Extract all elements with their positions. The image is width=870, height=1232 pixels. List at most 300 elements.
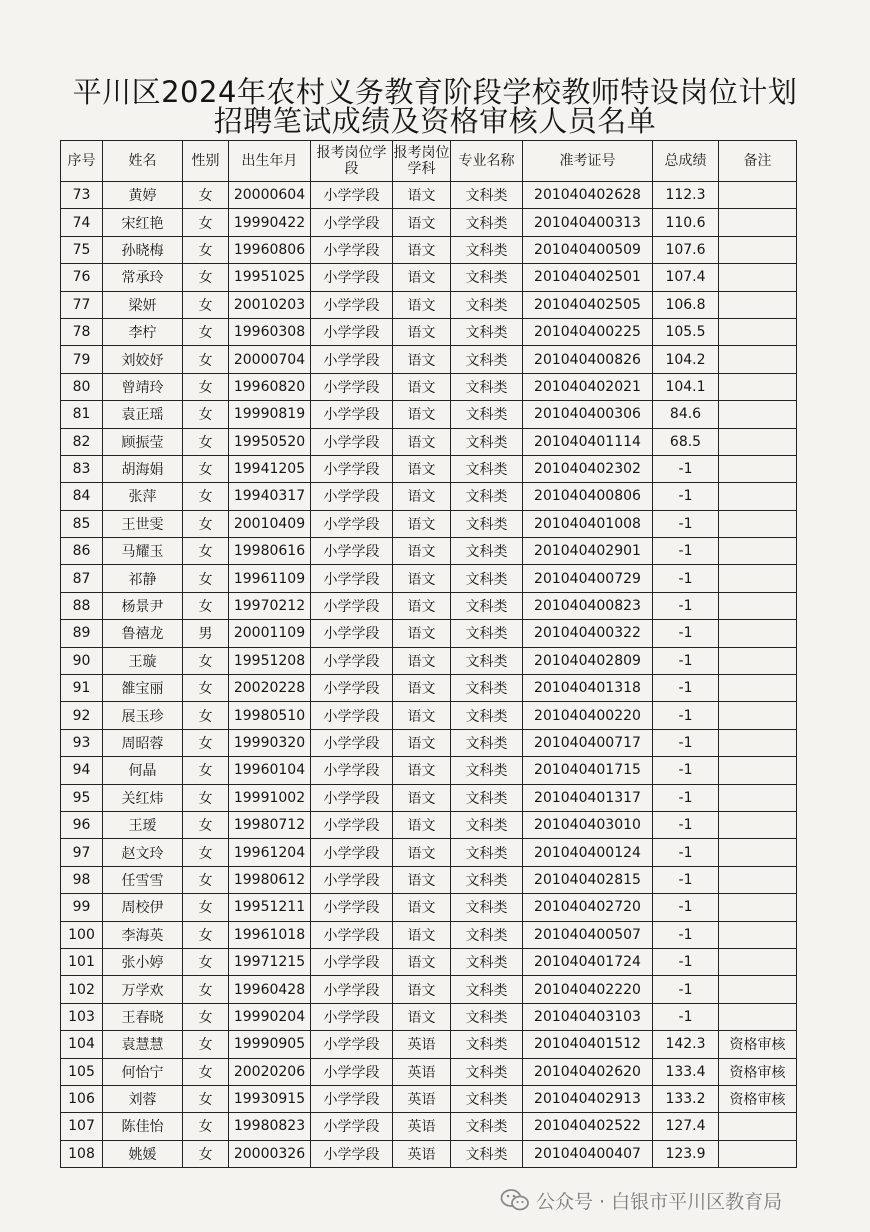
cell-exam-id: 201040402522 (523, 1113, 653, 1140)
cell-total-score: -1 (653, 510, 719, 537)
cell-birth-date: 19960428 (229, 976, 311, 1003)
cell-stage: 小学学段 (311, 291, 393, 318)
cell-remarks (719, 373, 797, 400)
cell-total-score: -1 (653, 784, 719, 811)
cell-remarks (719, 291, 797, 318)
cell-subject: 英语 (393, 1085, 451, 1112)
table-row (61, 811, 797, 838)
cell-exam-id: 201040401008 (523, 510, 653, 537)
cell-stage: 小学学段 (311, 1113, 393, 1140)
cell-gender: 女 (183, 647, 229, 674)
cell-exam-id: 201040400124 (523, 839, 653, 866)
cell-major: 文科类 (451, 318, 523, 345)
cell-gender: 女 (183, 565, 229, 592)
cell-name: 李柠 (103, 318, 183, 345)
cell-birth-date: 20000326 (229, 1140, 311, 1167)
cell-gender: 女 (183, 291, 229, 318)
document-title-line1: 平川区2024年农村义务教育阶段学校教师特设岗位计划 (72, 75, 798, 109)
cell-total-score: -1 (653, 839, 719, 866)
cell-remarks (719, 346, 797, 373)
table-row (61, 483, 797, 510)
cell-stage: 小学学段 (311, 894, 393, 921)
cell-total-score: -1 (653, 811, 719, 838)
cell-number: 96 (61, 811, 103, 838)
cell-name: 雒宝丽 (103, 675, 183, 702)
cell-gender: 女 (183, 894, 229, 921)
cell-subject: 语文 (393, 894, 451, 921)
cell-stage: 小学学段 (311, 236, 393, 263)
cell-remarks (719, 182, 797, 209)
cell-subject: 语文 (393, 565, 451, 592)
cell-major: 文科类 (451, 291, 523, 318)
cell-major: 文科类 (451, 894, 523, 921)
cell-exam-id: 201040402720 (523, 894, 653, 921)
cell-major: 文科类 (451, 729, 523, 756)
cell-stage: 小学学段 (311, 1003, 393, 1030)
cell-major: 文科类 (451, 1031, 523, 1058)
table-row (61, 921, 797, 948)
cell-name: 任雪雪 (103, 866, 183, 893)
cell-exam-id: 201040402620 (523, 1058, 653, 1085)
table-row (61, 264, 797, 291)
cell-subject: 语文 (393, 401, 451, 428)
cell-major: 文科类 (451, 373, 523, 400)
cell-exam-id: 201040401715 (523, 757, 653, 784)
cell-total-score: -1 (653, 592, 719, 619)
cell-subject: 英语 (393, 1031, 451, 1058)
cell-gender: 女 (183, 592, 229, 619)
cell-gender: 女 (183, 428, 229, 455)
cell-number: 74 (61, 209, 103, 236)
cell-stage: 小学学段 (311, 675, 393, 702)
cell-birth-date: 19930915 (229, 1085, 311, 1112)
wechat-icon (500, 1188, 530, 1212)
cell-remarks (719, 428, 797, 455)
cell-number: 104 (61, 1031, 103, 1058)
cell-birth-date: 19940317 (229, 483, 311, 510)
cell-total-score: 104.2 (653, 346, 719, 373)
cell-major: 文科类 (451, 182, 523, 209)
cell-number: 78 (61, 318, 103, 345)
cell-name: 周昭蓉 (103, 729, 183, 756)
cell-total-score: 107.6 (653, 236, 719, 263)
cell-total-score: 127.4 (653, 1113, 719, 1140)
cell-major: 文科类 (451, 647, 523, 674)
cell-birth-date: 20010409 (229, 510, 311, 537)
cell-major: 文科类 (451, 236, 523, 263)
table-row (61, 1058, 797, 1085)
table-row (61, 1140, 797, 1167)
cell-subject: 语文 (393, 675, 451, 702)
table-row (61, 592, 797, 619)
cell-total-score: -1 (653, 976, 719, 1003)
cell-total-score: 84.6 (653, 401, 719, 428)
cell-remarks (719, 839, 797, 866)
cell-number: 106 (61, 1085, 103, 1112)
cell-remarks (719, 811, 797, 838)
cell-exam-id: 201040400322 (523, 620, 653, 647)
cell-exam-id: 201040402628 (523, 182, 653, 209)
cell-subject: 语文 (393, 620, 451, 647)
cell-birth-date: 19990819 (229, 401, 311, 428)
cell-birth-date: 19990905 (229, 1031, 311, 1058)
table-row (61, 455, 797, 482)
cell-major: 文科类 (451, 1140, 523, 1167)
cell-subject: 语文 (393, 182, 451, 209)
cell-number: 89 (61, 620, 103, 647)
cell-gender: 女 (183, 675, 229, 702)
cell-name: 何怡宁 (103, 1058, 183, 1085)
cell-major: 文科类 (451, 565, 523, 592)
cell-major: 文科类 (451, 675, 523, 702)
cell-subject: 英语 (393, 1058, 451, 1085)
cell-stage: 小学学段 (311, 1031, 393, 1058)
cell-name: 袁正瑶 (103, 401, 183, 428)
cell-major: 文科类 (451, 1003, 523, 1030)
cell-remarks (719, 647, 797, 674)
cell-subject: 语文 (393, 318, 451, 345)
cell-number: 77 (61, 291, 103, 318)
cell-subject: 语文 (393, 483, 451, 510)
cell-birth-date: 19971215 (229, 948, 311, 975)
col-header-gender: 性别 (183, 141, 229, 182)
cell-gender: 女 (183, 948, 229, 975)
cell-name: 祁静 (103, 565, 183, 592)
table-row (61, 784, 797, 811)
cell-remarks (719, 1113, 797, 1140)
cell-exam-id: 201040403103 (523, 1003, 653, 1030)
cell-number: 88 (61, 592, 103, 619)
table-row (61, 373, 797, 400)
cell-birth-date: 19960806 (229, 236, 311, 263)
cell-birth-date: 19951208 (229, 647, 311, 674)
cell-exam-id: 201040402815 (523, 866, 653, 893)
cell-gender: 女 (183, 182, 229, 209)
cell-total-score: -1 (653, 866, 719, 893)
cell-number: 108 (61, 1140, 103, 1167)
table-row (61, 866, 797, 893)
cell-total-score: 104.1 (653, 373, 719, 400)
cell-stage: 小学学段 (311, 455, 393, 482)
cell-subject: 语文 (393, 455, 451, 482)
cell-gender: 男 (183, 620, 229, 647)
cell-subject: 语文 (393, 592, 451, 619)
cell-exam-id: 201040402501 (523, 264, 653, 291)
table-row (61, 182, 797, 209)
cell-remarks (719, 318, 797, 345)
cell-name: 王世雯 (103, 510, 183, 537)
table-row (61, 510, 797, 537)
cell-remarks: 资格审核 (719, 1031, 797, 1058)
cell-number: 81 (61, 401, 103, 428)
col-header-birth-date: 出生年月 (229, 141, 311, 182)
cell-remarks (719, 757, 797, 784)
cell-stage: 小学学段 (311, 729, 393, 756)
cell-birth-date: 20000604 (229, 182, 311, 209)
cell-stage: 小学学段 (311, 702, 393, 729)
cell-total-score: -1 (653, 675, 719, 702)
cell-stage: 小学学段 (311, 948, 393, 975)
cell-total-score: 123.9 (653, 1140, 719, 1167)
cell-major: 文科类 (451, 455, 523, 482)
cell-birth-date: 19970212 (229, 592, 311, 619)
cell-number: 80 (61, 373, 103, 400)
cell-exam-id: 201040402302 (523, 455, 653, 482)
cell-total-score: -1 (653, 620, 719, 647)
cell-number: 94 (61, 757, 103, 784)
cell-major: 文科类 (451, 921, 523, 948)
cell-exam-id: 201040401317 (523, 784, 653, 811)
cell-name: 周校伊 (103, 894, 183, 921)
table-body (61, 182, 797, 1168)
cell-major: 文科类 (451, 1058, 523, 1085)
table-row (61, 647, 797, 674)
cell-exam-id: 201040402809 (523, 647, 653, 674)
cell-stage: 小学学段 (311, 264, 393, 291)
cell-stage: 小学学段 (311, 1085, 393, 1112)
cell-birth-date: 19990204 (229, 1003, 311, 1030)
table-row (61, 729, 797, 756)
cell-birth-date: 20000704 (229, 346, 311, 373)
cell-remarks (719, 784, 797, 811)
cell-exam-id: 201040401318 (523, 675, 653, 702)
cell-stage: 小学学段 (311, 1058, 393, 1085)
cell-subject: 语文 (393, 729, 451, 756)
cell-exam-id: 201040400717 (523, 729, 653, 756)
cell-gender: 女 (183, 346, 229, 373)
cell-name: 马耀玉 (103, 538, 183, 565)
cell-number: 93 (61, 729, 103, 756)
cell-total-score: 112.3 (653, 182, 719, 209)
table-row (61, 209, 797, 236)
cell-birth-date: 19960104 (229, 757, 311, 784)
cell-total-score: -1 (653, 894, 719, 921)
cell-total-score: -1 (653, 483, 719, 510)
cell-number: 105 (61, 1058, 103, 1085)
cell-number: 73 (61, 182, 103, 209)
cell-remarks (719, 483, 797, 510)
cell-subject: 语文 (393, 948, 451, 975)
cell-stage: 小学学段 (311, 757, 393, 784)
cell-subject: 语文 (393, 291, 451, 318)
cell-major: 文科类 (451, 1113, 523, 1140)
cell-gender: 女 (183, 209, 229, 236)
cell-name: 杨景尹 (103, 592, 183, 619)
cell-exam-id: 201040400729 (523, 565, 653, 592)
cell-exam-id: 201040402021 (523, 373, 653, 400)
cell-gender: 女 (183, 373, 229, 400)
cell-total-score: -1 (653, 455, 719, 482)
cell-remarks (719, 592, 797, 619)
cell-number: 103 (61, 1003, 103, 1030)
cell-gender: 女 (183, 1085, 229, 1112)
cell-stage: 小学学段 (311, 620, 393, 647)
cell-exam-id: 201040400806 (523, 483, 653, 510)
cell-gender: 女 (183, 729, 229, 756)
cell-major: 文科类 (451, 976, 523, 1003)
table-row (61, 976, 797, 1003)
cell-name: 关红炜 (103, 784, 183, 811)
cell-remarks (719, 675, 797, 702)
table-row (61, 894, 797, 921)
cell-stage: 小学学段 (311, 592, 393, 619)
cell-gender: 女 (183, 1058, 229, 1085)
cell-exam-id: 201040400220 (523, 702, 653, 729)
cell-name: 宋红艳 (103, 209, 183, 236)
table-row (61, 675, 797, 702)
cell-birth-date: 19990422 (229, 209, 311, 236)
cell-remarks (719, 401, 797, 428)
cell-name: 李海英 (103, 921, 183, 948)
cell-birth-date: 19951025 (229, 264, 311, 291)
cell-number: 98 (61, 866, 103, 893)
cell-stage: 小学学段 (311, 401, 393, 428)
cell-total-score: -1 (653, 1003, 719, 1030)
cell-birth-date: 19951211 (229, 894, 311, 921)
cell-subject: 语文 (393, 373, 451, 400)
cell-exam-id: 201040403010 (523, 811, 653, 838)
cell-remarks (719, 948, 797, 975)
cell-birth-date: 20020228 (229, 675, 311, 702)
cell-stage: 小学学段 (311, 538, 393, 565)
table-row (61, 565, 797, 592)
table-row (61, 538, 797, 565)
cell-major: 文科类 (451, 428, 523, 455)
cell-stage: 小学学段 (311, 565, 393, 592)
cell-stage: 小学学段 (311, 346, 393, 373)
table-row (61, 1003, 797, 1030)
cell-remarks (719, 1140, 797, 1167)
cell-birth-date: 19980616 (229, 538, 311, 565)
table-row (61, 401, 797, 428)
cell-stage: 小学学段 (311, 483, 393, 510)
cell-number: 107 (61, 1113, 103, 1140)
cell-name: 王瑷 (103, 811, 183, 838)
cell-major: 文科类 (451, 510, 523, 537)
cell-name: 刘姣妤 (103, 346, 183, 373)
cell-name: 王璇 (103, 647, 183, 674)
cell-birth-date: 19990320 (229, 729, 311, 756)
cell-stage: 小学学段 (311, 373, 393, 400)
cell-total-score: 105.5 (653, 318, 719, 345)
cell-subject: 语文 (393, 702, 451, 729)
cell-stage: 小学学段 (311, 784, 393, 811)
cell-subject: 语文 (393, 538, 451, 565)
cell-remarks (719, 236, 797, 263)
cell-exam-id: 201040402913 (523, 1085, 653, 1112)
cell-number: 87 (61, 565, 103, 592)
cell-number: 100 (61, 921, 103, 948)
cell-stage: 小学学段 (311, 866, 393, 893)
cell-gender: 女 (183, 1031, 229, 1058)
cell-exam-id: 201040402220 (523, 976, 653, 1003)
col-header-remarks: 备注 (719, 141, 797, 182)
cell-major: 文科类 (451, 538, 523, 565)
cell-gender: 女 (183, 839, 229, 866)
cell-exam-id: 201040402505 (523, 291, 653, 318)
cell-birth-date: 20010203 (229, 291, 311, 318)
cell-major: 文科类 (451, 264, 523, 291)
cell-stage: 小学学段 (311, 182, 393, 209)
cell-exam-id: 201040401114 (523, 428, 653, 455)
cell-subject: 语文 (393, 647, 451, 674)
cell-stage: 小学学段 (311, 647, 393, 674)
cell-exam-id: 201040402901 (523, 538, 653, 565)
cell-remarks (719, 702, 797, 729)
cell-major: 文科类 (451, 866, 523, 893)
cell-name: 黄婷 (103, 182, 183, 209)
cell-birth-date: 19960820 (229, 373, 311, 400)
cell-stage: 小学学段 (311, 921, 393, 948)
cell-name: 何晶 (103, 757, 183, 784)
cell-major: 文科类 (451, 620, 523, 647)
cell-major: 文科类 (451, 483, 523, 510)
col-header-total-score: 总成绩 (653, 141, 719, 182)
cell-birth-date: 19961018 (229, 921, 311, 948)
cell-subject: 语文 (393, 1003, 451, 1030)
cell-total-score: -1 (653, 702, 719, 729)
cell-name: 梁妍 (103, 291, 183, 318)
cell-name: 曾靖玲 (103, 373, 183, 400)
cell-total-score: -1 (653, 757, 719, 784)
cell-major: 文科类 (451, 948, 523, 975)
cell-name: 顾振莹 (103, 428, 183, 455)
cell-name: 陈佳怡 (103, 1113, 183, 1140)
cell-gender: 女 (183, 236, 229, 263)
cell-major: 文科类 (451, 592, 523, 619)
cell-subject: 语文 (393, 811, 451, 838)
cell-number: 76 (61, 264, 103, 291)
cell-remarks (719, 455, 797, 482)
cell-total-score: -1 (653, 647, 719, 674)
cell-birth-date: 19961204 (229, 839, 311, 866)
cell-major: 文科类 (451, 209, 523, 236)
cell-subject: 语文 (393, 921, 451, 948)
cell-gender: 女 (183, 866, 229, 893)
cell-major: 文科类 (451, 839, 523, 866)
table-row (61, 1031, 797, 1058)
cell-exam-id: 201040400826 (523, 346, 653, 373)
cell-stage: 小学学段 (311, 318, 393, 345)
cell-exam-id: 201040400407 (523, 1140, 653, 1167)
cell-major: 文科类 (451, 401, 523, 428)
cell-stage: 小学学段 (311, 976, 393, 1003)
cell-major: 文科类 (451, 811, 523, 838)
cell-subject: 英语 (393, 1113, 451, 1140)
cell-birth-date: 19960308 (229, 318, 311, 345)
cell-birth-date: 19991002 (229, 784, 311, 811)
cell-stage: 小学学段 (311, 428, 393, 455)
col-header-number: 序号 (61, 141, 103, 182)
cell-gender: 女 (183, 510, 229, 537)
cell-name: 孙晓梅 (103, 236, 183, 263)
cell-stage: 小学学段 (311, 209, 393, 236)
cell-major: 文科类 (451, 346, 523, 373)
cell-gender: 女 (183, 483, 229, 510)
table-row (61, 236, 797, 263)
cell-name: 赵文玲 (103, 839, 183, 866)
cell-gender: 女 (183, 921, 229, 948)
cell-number: 82 (61, 428, 103, 455)
cell-name: 刘蓉 (103, 1085, 183, 1112)
cell-gender: 女 (183, 1113, 229, 1140)
table-row (61, 1085, 797, 1112)
cell-total-score: 133.2 (653, 1085, 719, 1112)
cell-number: 97 (61, 839, 103, 866)
cell-birth-date: 19980712 (229, 811, 311, 838)
cell-subject: 语文 (393, 839, 451, 866)
cell-total-score: -1 (653, 565, 719, 592)
